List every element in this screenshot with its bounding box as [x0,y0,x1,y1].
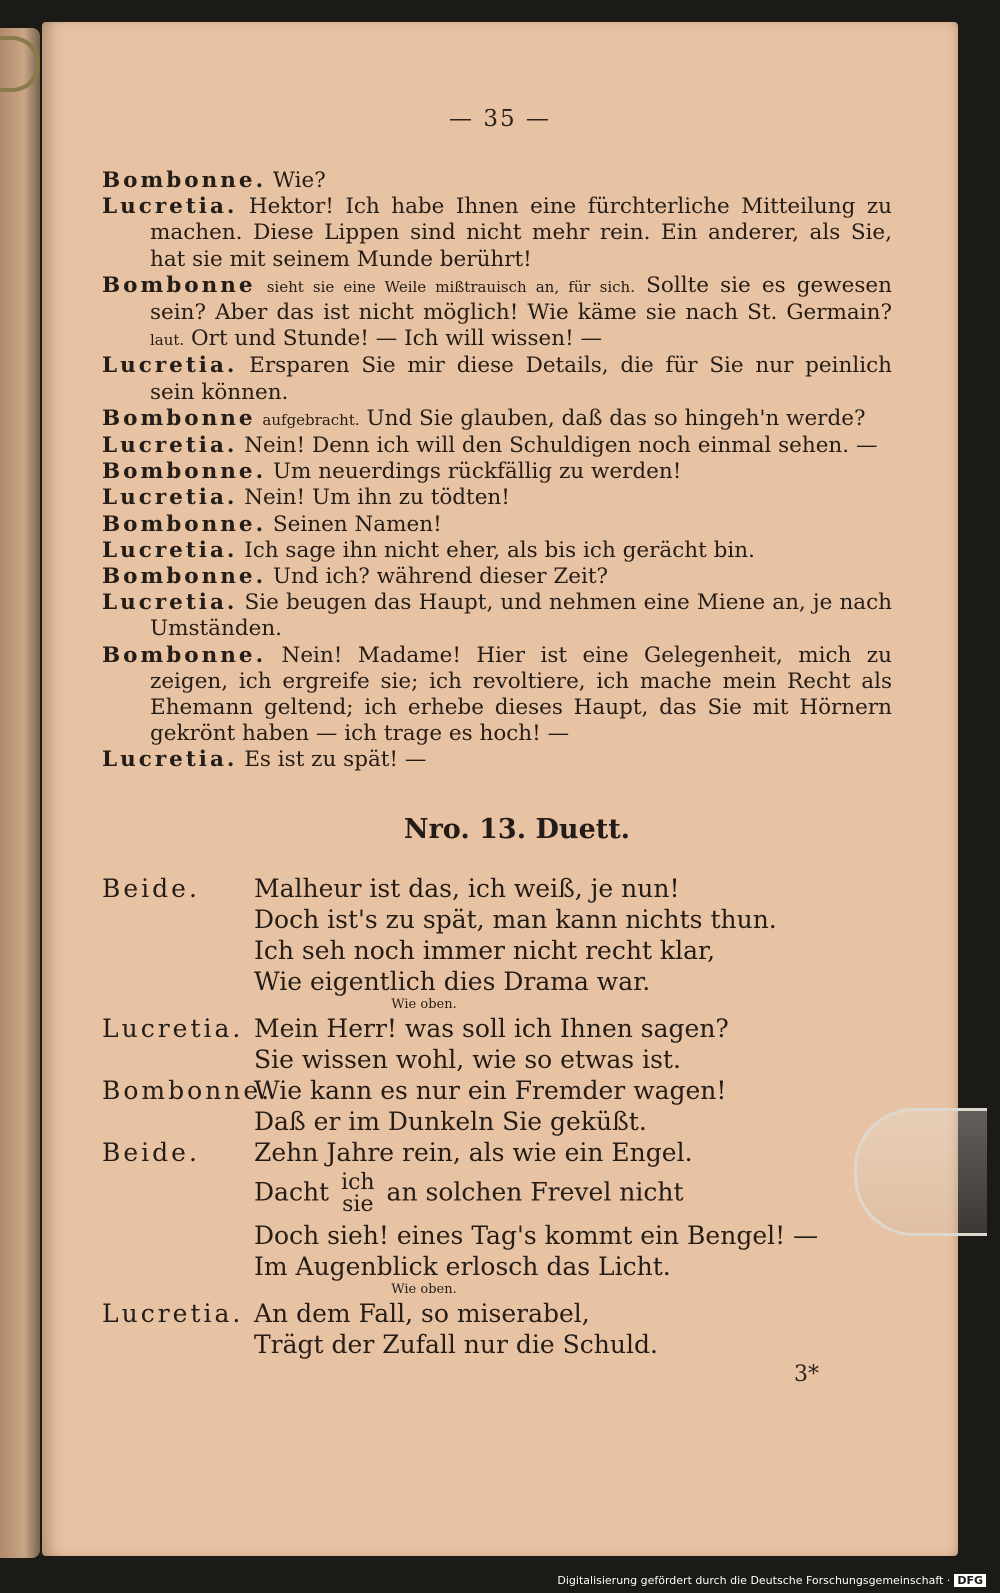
dialogue-line [102,485,892,511]
speaker-name: Lucretia. [102,747,238,773]
dialogue-line [102,459,892,485]
stage-note: Wie oben. [391,1281,457,1297]
speech-text: Und Sie glauben, daß das so hingeh'n werde? [366,405,866,431]
stage-direction: sieht sie eine Weile mißtrauisch an, für sich. [266,277,635,296]
duet-line-part: an solchen Frevel nicht [386,1177,684,1207]
duet-line: Ich seh noch immer nicht recht klar, [254,935,716,965]
duet-line-part: Dacht [254,1177,330,1207]
credit-text: Digitalisierung gefördert durch die Deutsche Forschungsgemeinschaft · [557,1574,951,1587]
duet-line: Wie eigentlich dies Drama war. [254,966,651,996]
duet-line: Daß er im Dunkeln Sie geküßt. [254,1106,647,1136]
duet-line: Doch ist's zu spät, man kann nichts thun. [254,904,777,934]
speech-text: Nein! Um ihn zu tödten! [244,485,510,511]
speaker-name: Lucretia. [102,353,238,379]
book-page [42,22,958,1556]
stage-direction: laut. [150,331,185,350]
speaker-name: Bombonne [102,272,256,298]
speaker-name: Bombonne. [102,511,267,537]
duet-speaker: Bombonne. [102,1075,273,1105]
duet-line: Wie kann es nur ein Fremder wagen! [254,1075,727,1105]
duet-speaker: Lucretia. [102,1013,244,1043]
speech-text: Nein! Madame! Hier ist eine Gelegenheit, mich zu zeigen, ich ergreife sie; ich revoltiere, ich mache mein Recht als Ehemann geltend; ich erhebe dieses Haupt, das Sie mit Hörnern gekrönt haben — ich trage es hoch! — [150,642,892,747]
duet-verse [102,1137,892,1282]
duet-line: Doch sieh! eines Tag's kommt ein Bengel! — [254,1220,819,1250]
duet-line: An dem Fall, so miserabel, [254,1298,590,1328]
dialogue-line [102,747,892,773]
duet-line: Mein Herr! was soll ich Ihnen sagen? [254,1013,729,1043]
speech-text: Hektor! Ich habe Ihnen eine fürchterliche Mitteilung zu machen. Diese Lippen sind nicht mehr rein. Ein anderer, als Sie, hat sie mit seinem Munde berührt! [150,194,892,272]
speech-text: Sollte sie es gewesen sein? Aber das ist nicht möglich! Wie käme sie nach St. Germain? [150,272,892,326]
pronoun-stack [341,1169,375,1217]
speaker-name: Bombonne. [102,168,267,193]
duet-line [254,1169,892,1217]
section-title: Nro. 13. Duett. [403,813,631,845]
duet-verse [102,1298,892,1360]
speech-text: Ersparen Sie mir diese Details, die für Sie nur peinlich sein können. [150,353,892,405]
dialogue-line [102,406,892,433]
speaker-name: Lucretia. [102,590,238,616]
page-clip [854,1108,987,1236]
duet-speaker: Lucretia. [102,1298,244,1328]
signature-mark: 3* [794,1362,819,1387]
dialogue-line [102,512,892,538]
speaker-name: Lucretia. [102,433,238,459]
duet-speaker: Beide. [102,873,200,903]
dialogue-line [102,433,892,459]
duet-verse [102,1075,892,1137]
speech-text: Ich sage ihn nicht eher, als bis ich gerächt bin. [244,537,755,563]
speech-text: Ort und Stunde! — Ich will wissen! — [191,326,603,352]
dialogue-line [102,168,892,194]
dialogue-line [102,590,892,642]
speaker-name: Bombonne [102,405,256,431]
dialogue-line [102,564,892,590]
dialogue-line [102,643,892,748]
speaker-name: Lucretia. [102,485,238,511]
dialogue-block [102,168,892,774]
facing-page-edge [0,28,40,1558]
speech-text: Und ich? während dieser Zeit? [272,564,609,590]
speech-text: Nein! Denn ich will den Schuldigen noch einmal sehen. — [244,433,878,459]
stack-top: ich [341,1169,375,1195]
duet-line: Malheur ist das, ich weiß, je nun! [254,873,680,903]
speaker-name: Bombonne. [102,459,267,485]
speaker-name: Bombonne. [102,564,267,590]
digitization-credit [557,1574,986,1587]
speech-text: Seinen Namen! [272,511,442,537]
page-text [102,168,892,1360]
speech-text: Sie beugen das Haupt, und nehmen eine Miene an, je nach Umständen. [150,590,893,642]
stage-note: Wie oben. [391,996,457,1012]
dialogue-line [102,194,892,273]
duet-speaker: Beide. [102,1137,200,1167]
duet-line: Sie wissen wohl, wie so etwas ist. [254,1044,681,1074]
speech-text: Wie? [272,168,326,193]
duet-line: Zehn Jahre rein, als wie ein Engel. [254,1137,693,1167]
dialogue-line [102,538,892,564]
dialogue-line [102,273,892,354]
duet-verse [102,873,892,997]
stage-direction: aufgebracht. [262,410,360,429]
page-number: — 35 — [449,106,551,132]
speaker-name: Lucretia. [102,194,238,220]
dialogue-line [102,353,892,405]
speaker-name: Lucretia. [102,537,238,563]
stack-bottom: sie [342,1191,374,1217]
speech-text: Es ist zu spät! — [244,747,427,773]
speech-text: Um neuerdings rückfällig zu werden! [272,459,682,485]
duet-line: Trägt der Zufall nur die Schuld. [254,1329,658,1359]
duet-verse [102,1013,892,1075]
dfg-logo: DFG [954,1574,986,1587]
duet-line: Im Augenblick erlosch das Licht. [254,1251,671,1281]
speaker-name: Bombonne. [102,642,267,668]
